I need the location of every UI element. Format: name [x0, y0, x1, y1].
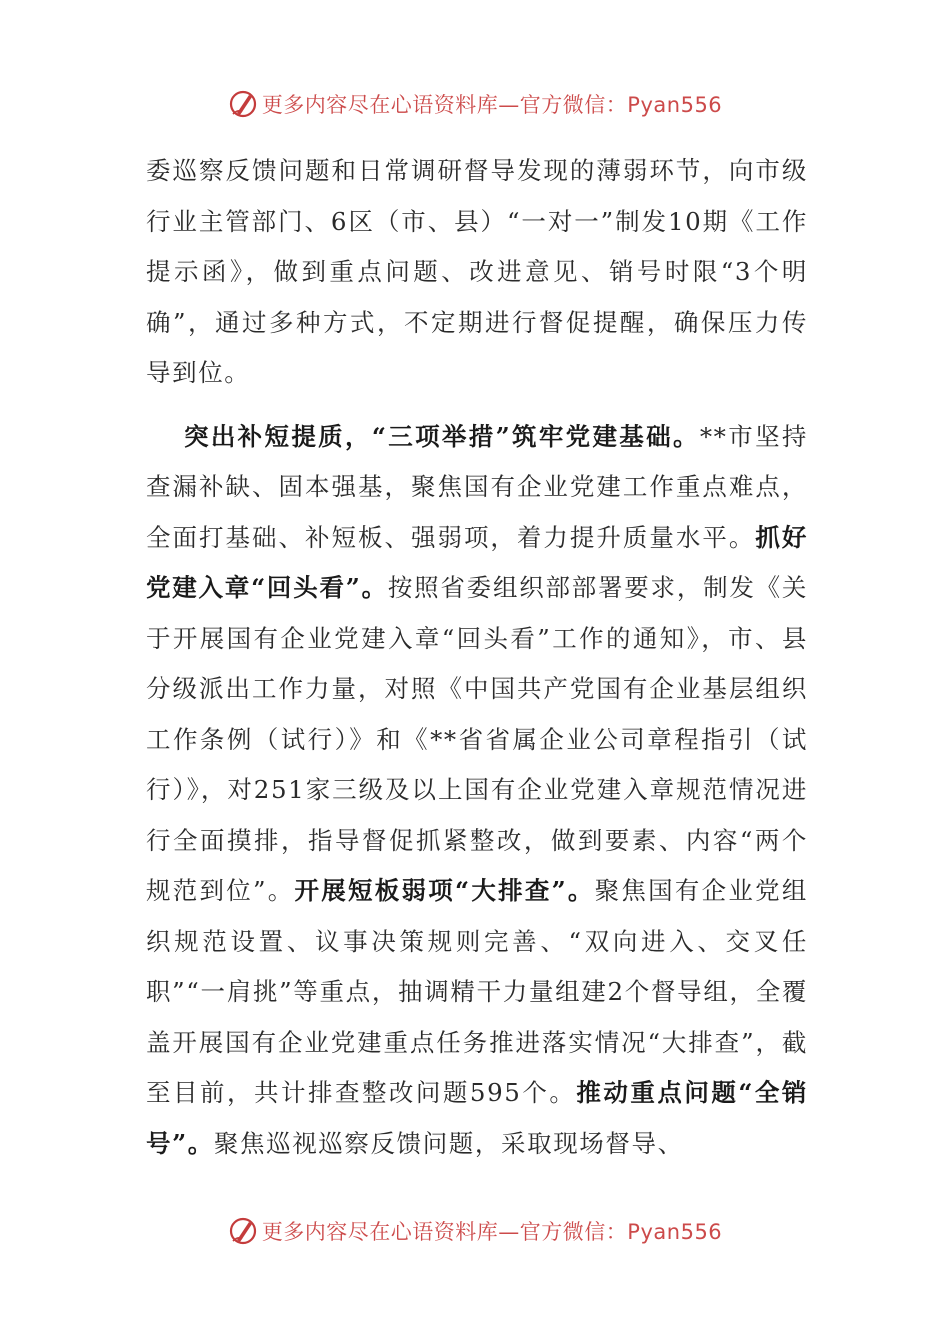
footer-watermark-text: 更多内容尽在心语资料库—官方微信：Pyan556: [261, 1220, 723, 1244]
document-body: [146, 146, 808, 1169]
item-2-text: 聚焦国有企业党组织规范设置、议事决策规则完善、“双向进入、交叉任职”“一肩挑”等重点，抽调精干力量组建2个督导组，全覆盖开展国有企业党建重点任务推进落实情况“大排查”，截至目前，共计排查整改问题595个。: [146, 876, 808, 1107]
item-1-title: 抓好党建入章“回头看”。: [146, 522, 808, 602]
item-1-text: 按照省委组织部部署要求，制发《关于开展国有企业党建入章“回头看”工作的通知》，市、县分级派出工作力量，对照《中国共产党国有企业基层组织工作条例（试行）》和《**省省属企业公司章程指引（试行）》，对251家三级及以上国有企业党建入章规范情况进行全面摸排，指导督促抓紧整改，做到要素、内容“两个规范到位”。: [146, 573, 808, 905]
pen-nib-logo-icon: [228, 87, 258, 121]
item-3-title: 推动重点问题“全销号”。: [146, 1078, 808, 1158]
section-heading: 突出补短提质，“三项举措”筑牢党建基础。: [184, 421, 700, 451]
header-watermark-banner: [0, 80, 950, 128]
section-intro: **市坚持查漏补缺、固本强基，聚焦国有企业党建工作重点难点，全面打基础、补短板、强弱项，着力提升质量水平。: [146, 421, 809, 552]
pen-nib-logo-icon: [228, 1214, 258, 1248]
paragraph-1: 委巡察反馈问题和日常调研督导发现的薄弱环节，向市级行业主管部门、6区（市、县）“一对一”制发10期《工作提示函》，做到重点问题、改进意见、销号时限“3个明确”，通过多种方式，不定期进行督促提醒，确保压力传导到位。: [146, 156, 808, 387]
item-3-text: 聚焦巡视巡察反馈问题，采取现场督导、: [213, 1128, 684, 1158]
item-2-title: 开展短板弱项“大排查”。: [294, 876, 595, 905]
footer-watermark-banner: [0, 1207, 950, 1255]
paragraph-2: [146, 412, 808, 1170]
header-watermark-text: 更多内容尽在心语资料库—官方微信：Pyan556: [261, 93, 723, 117]
